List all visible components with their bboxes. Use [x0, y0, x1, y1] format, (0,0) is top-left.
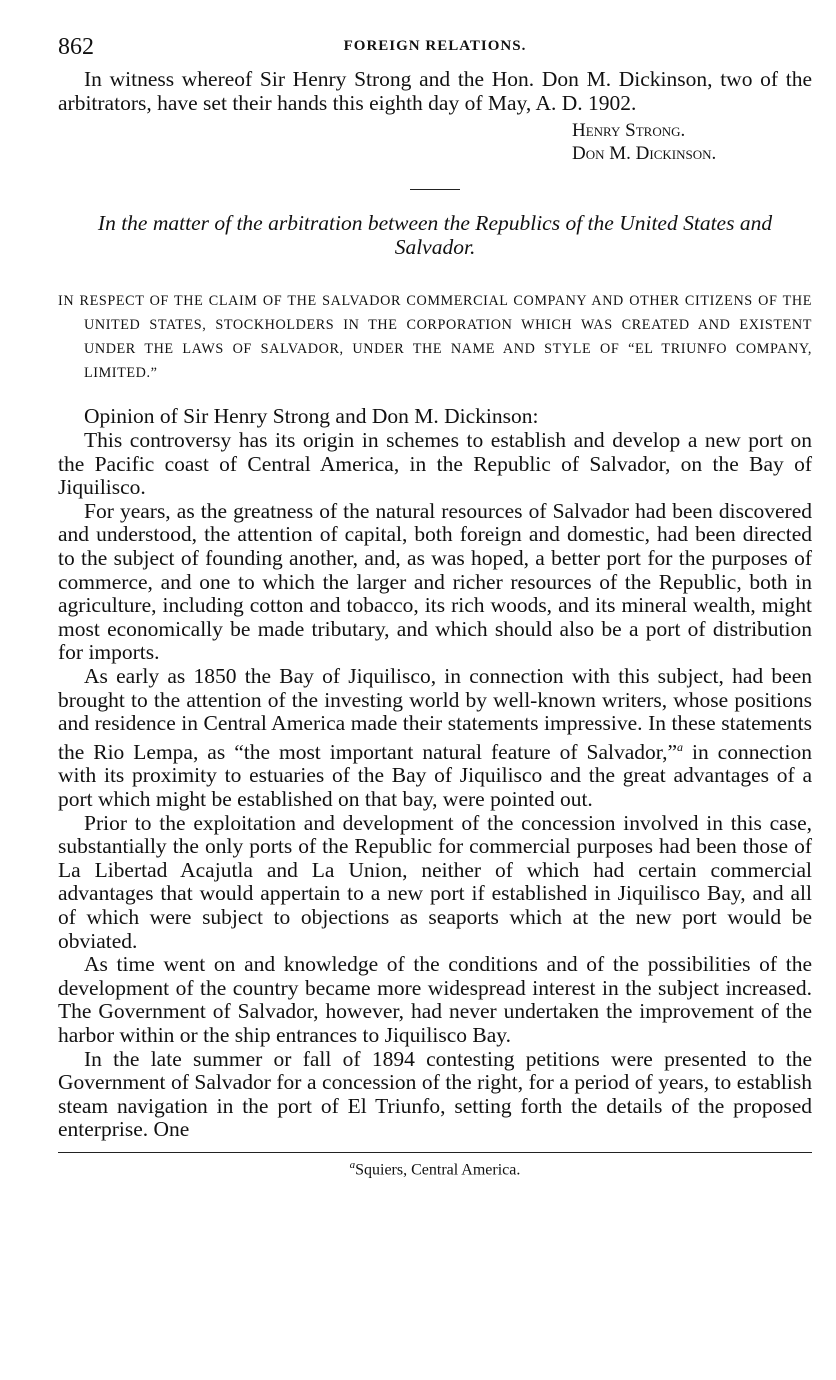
footnote-reference: a: [677, 739, 683, 754]
running-title: FOREIGN RELATIONS.: [343, 38, 527, 54]
body-paragraph-3: [58, 665, 812, 812]
footnote-text: Squiers, Central America.: [355, 1161, 521, 1179]
paragraph-3-part-2: in connection with its proximity to estuaries of the Bay of Jiquilisco and the great advantages of a port which might be established on that bay, were pointed out.: [58, 739, 812, 812]
witness-paragraph: In witness whereof Sir Henry Strong and the Hon. Don M. Dickinson, two of the arbitrators, have set their hands this eighth day of May, A. D. 1902.: [58, 67, 812, 115]
body-paragraph-4: Prior to the exploitation and development of the concession involved in this case, substantially the only ports of the Republic for commercial purposes had been those of La Libertad Acajutla and La Union, neither of which had certain commercial advantages that would appertain to a new port if established in Jiquilisco Bay, and all of which were subject to objections as seaports which at the new port would be obviated.: [58, 810, 812, 953]
body-paragraph-2: For years, as the greatness of the natural resources of Salvador had been discovered and understood, the attention of capital, both foreign and domestic, had been directed to the subject of founding another, and, as was hoped, a better port for the purposes of commerce, and one to which the larger and richer resources of the Republic, both in agriculture, including cotton and tobacco, its rich woods, and its mineral wealth, might most economically be made tributary, and which should also be a port of distribution for imports.: [58, 498, 812, 665]
paragraph-3-part-1: As early as 1850 the Bay of Jiquilisco, in connection with this subject, had been brought to the attention of the investing world by well-known writers, whose positions and residence in Central America made their statements impressive. In these statements the Rio Lempa, as “the most important natural feature of Salvador,”: [58, 663, 812, 764]
footnote-marker: a: [349, 1158, 356, 1171]
signature-block: [572, 119, 812, 165]
opinion-heading: Opinion of Sir Henry Strong and Don M. Dickinson:: [84, 404, 539, 429]
page-number: 862: [58, 34, 94, 60]
body-paragraph-6: In the late summer or fall of 1894 contesting petitions were presented to the Government of Salvador for a concession of the right, for a period of years, to establish steam navigation in the port of El Triunfo, setting forth the details of the proposed enterprise. One: [58, 1046, 812, 1142]
footnote-divider: [58, 1152, 812, 1153]
body-paragraph-5: As time went on and knowledge of the conditions and of the possibilities of the development of the country became more widespread interest in the subject increased. The Government of Salvador, however, had never undertaken the improvement of the harbor within or the ship entrances to Jiquilisco Bay.: [58, 952, 812, 1047]
signature-dickinson: Don M. Dickinson.: [572, 143, 717, 165]
signature-strong: Henry Strong.: [572, 120, 686, 142]
page-header: [58, 34, 812, 68]
footnote: [58, 1159, 812, 1179]
section-divider: [410, 189, 460, 190]
matter-heading: In the matter of the arbitration between the Republics of the United States and Salvador.: [97, 211, 773, 259]
document-page: [58, 34, 812, 1179]
body-paragraph-1: This controversy has its origin in schemes to establish and develop a new port on the Pacific coast of Central America, in the Republic of Salvador, on the Bay of Jiquilisco.: [58, 427, 812, 500]
claim-heading: IN RESPECT OF THE CLAIM OF THE SALVADOR COMMERCIAL COMPANY AND OTHER CITIZENS OF THE UNITED STATES, STOCKHOLDERS IN THE CORPORATION WHICH WAS CREATED AND EXISTENT UNDER THE LAWS OF SALVADOR, UNDER THE NAME AND STYLE OF “EL TRIUNFO COMPANY, LIMITED.”: [58, 293, 812, 382]
